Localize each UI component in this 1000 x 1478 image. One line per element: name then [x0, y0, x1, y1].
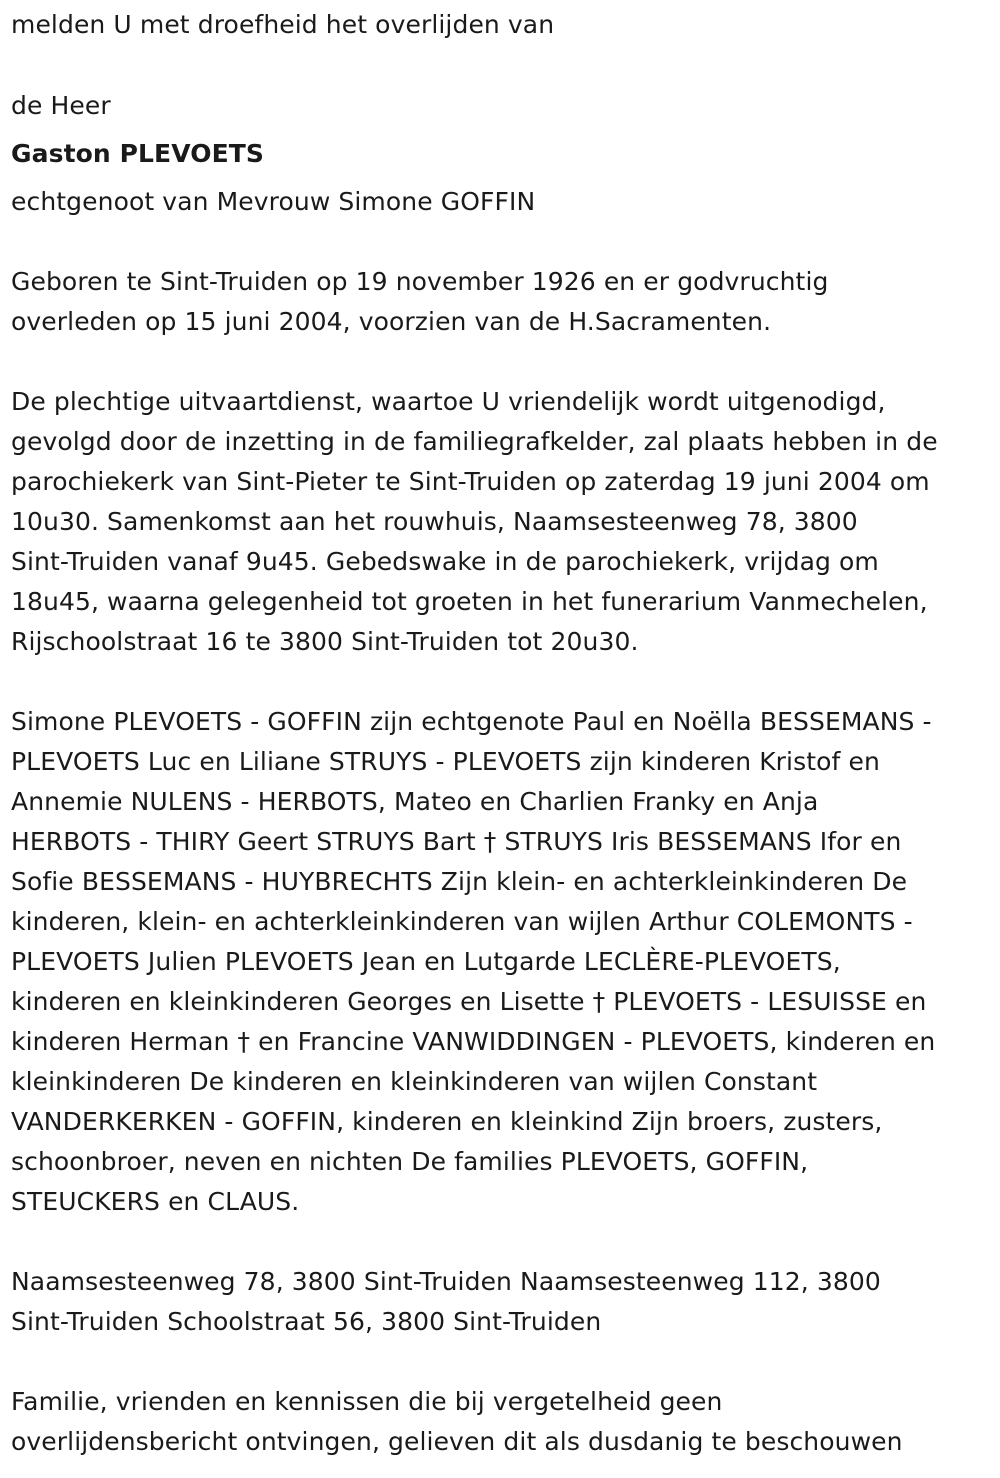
paragraph-line: kinderen en kleinkinderen Georges en Lisette † PLEVOETS - LESUISSE en	[11, 987, 927, 1016]
paragraph-line: 18u45, waarna gelegenheid tot groeten in het funerarium Vanmechelen,	[11, 587, 928, 616]
addresses-paragraph	[11, 1262, 881, 1342]
paragraph-line: schoonbroer, neven en nichten De families PLEVOETS, GOFFIN,	[11, 1147, 809, 1176]
paragraph-line: kleinkinderen De kinderen en kleinkinderen van wijlen Constant	[11, 1067, 818, 1096]
paragraph-line: kinderen Herman † en Francine VANWIDDINGEN - PLEVOETS, kinderen en	[11, 1027, 936, 1056]
paragraph-line: 10u30. Samenkomst aan het rouwhuis, Naamsesteenweg 78, 3800	[11, 507, 858, 536]
family-members-paragraph	[11, 702, 935, 1222]
paragraph-line: gevolgd door de inzetting in de familiegrafkelder, zal plaats hebben in de	[11, 427, 938, 456]
paragraph-line: De plechtige uitvaartdienst, waartoe U vriendelijk wordt uitgenodigd,	[11, 387, 886, 416]
paragraph-line: HERBOTS - THIRY Geert STRUYS Bart † STRUYS Iris BESSEMANS Ifor en	[11, 827, 902, 856]
birth-death-paragraph	[11, 262, 828, 342]
paragraph-line: PLEVOETS Luc en Liliane STRUYS - PLEVOETS zijn kinderen Kristof en	[11, 747, 880, 776]
paragraph-line: kinderen, klein- en achterkleinkinderen van wijlen Arthur COLEMONTS -	[11, 907, 913, 936]
paragraph-line: Annemie NULENS - HERBOTS, Mateo en Charlien Franky en Anja	[11, 787, 819, 816]
honorific-title: de Heer	[11, 91, 111, 120]
spouse-line: echtgenoot van Mevrouw Simone GOFFIN	[11, 187, 536, 216]
paragraph-line: Sint-Truiden vanaf 9u45. Gebedswake in de parochiekerk, vrijdag om	[11, 547, 879, 576]
paragraph-line: Rijschoolstraat 16 te 3800 Sint-Truiden tot 20u30.	[11, 627, 639, 656]
paragraph-line: overleden op 15 juni 2004, voorzien van de H.Sacramenten.	[11, 307, 772, 336]
paragraph-line: Naamsesteenweg 78, 3800 Sint-Truiden Naamsesteenweg 112, 3800	[11, 1267, 881, 1296]
paragraph-line: STEUCKERS en CLAUS.	[11, 1187, 300, 1216]
paragraph-line: Geboren te Sint-Truiden op 19 november 1926 en er godvruchtig	[11, 267, 829, 296]
paragraph-line: Sint-Truiden Schoolstraat 56, 3800 Sint-Truiden	[11, 1307, 602, 1336]
funeral-service-paragraph	[11, 382, 938, 662]
paragraph-line: Sofie BESSEMANS - HUYBRECHTS Zijn klein- en achterkleinkinderen De	[11, 867, 908, 896]
intro-text: melden U met droefheid het overlijden van	[11, 10, 555, 39]
deceased-name: Gaston PLEVOETS	[11, 139, 265, 168]
paragraph-line: VANDERKERKEN - GOFFIN, kinderen en kleinkind Zijn broers, zusters,	[11, 1107, 883, 1136]
paragraph-line: Familie, vrienden en kennissen die bij vergetelheid geen	[11, 1387, 723, 1416]
paragraph-line: overlijdensbericht ontvingen, gelieven dit als dusdanig te beschouwen	[11, 1427, 903, 1456]
closing-paragraph	[11, 1382, 903, 1462]
paragraph-line: PLEVOETS Julien PLEVOETS Jean en Lutgarde LECLÈRE-PLEVOETS,	[11, 947, 841, 976]
paragraph-line: parochiekerk van Sint-Pieter te Sint-Truiden op zaterdag 19 juni 2004 om	[11, 467, 930, 496]
paragraph-line: Simone PLEVOETS - GOFFIN zijn echtgenote Paul en Noëlla BESSEMANS -	[11, 707, 932, 736]
